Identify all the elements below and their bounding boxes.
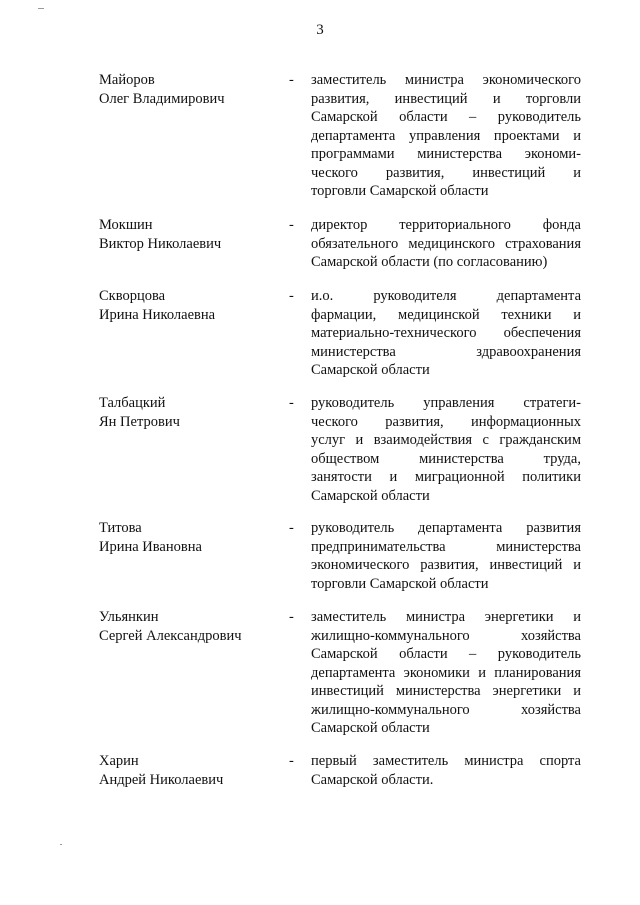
- separator-dash: -: [289, 288, 294, 304]
- position-line: услуг и взаимодействия с гражданским: [311, 432, 581, 448]
- member-position: [311, 287, 581, 380]
- position-line: инвестиций министерства энергетики и: [311, 683, 581, 699]
- member-entry: [0, 71, 640, 216]
- member-surname: Харин: [99, 753, 139, 769]
- member-name: [99, 519, 279, 556]
- position-line: жилищно-коммунального хозяйства: [311, 701, 581, 718]
- member-entry: [0, 608, 640, 752]
- separator-dash: -: [289, 520, 294, 536]
- separator-dash: -: [289, 753, 294, 769]
- scan-mark-left: [60, 844, 62, 845]
- position-line: экономического развития, инвестиций и: [311, 557, 581, 573]
- position-line: жилищно-коммунального хозяйства: [311, 627, 581, 644]
- member-surname: Майоров: [99, 72, 155, 88]
- member-list: [0, 71, 640, 792]
- member-surname: Титова: [99, 520, 142, 536]
- page-number: 3: [316, 22, 324, 38]
- position-line: департамента управления проектами и: [311, 127, 581, 144]
- position-line: Самарской области – руководитель: [311, 646, 581, 662]
- member-position: [311, 216, 581, 272]
- separator-dash: -: [289, 217, 294, 233]
- member-name: [99, 216, 279, 253]
- position-line: заместитель министра энергетики и: [311, 609, 581, 625]
- separator-dash: -: [289, 395, 294, 411]
- member-position: [311, 394, 581, 505]
- position-line: предпринимательства министерства: [311, 538, 581, 555]
- position-line: обязательного медицинского страхования: [311, 235, 581, 252]
- member-position: [311, 71, 581, 201]
- position-line: Самарской области.: [311, 771, 434, 788]
- position-line: торговли Самарской области: [311, 575, 489, 592]
- member-surname: Скворцова: [99, 288, 166, 304]
- member-name: [99, 752, 279, 789]
- position-line: занятости и миграционной политики: [311, 469, 581, 485]
- member-name: [99, 608, 279, 645]
- separator-dash: -: [289, 72, 294, 88]
- member-given-name: Сергей Александрович: [99, 627, 242, 644]
- member-position: [311, 519, 581, 593]
- position-line: материально-технического обеспечения: [311, 325, 581, 341]
- member-position: [311, 752, 581, 789]
- member-surname: Талбацкий: [99, 395, 166, 411]
- member-entry: [0, 394, 640, 519]
- member-given-name: Андрей Николаевич: [99, 771, 224, 788]
- position-line: ческого развития, информационных: [311, 413, 581, 430]
- position-line: руководитель управления стратеги-: [311, 395, 581, 411]
- member-given-name: Олег Владимирович: [99, 90, 225, 107]
- member-entry: [0, 519, 640, 608]
- member-name: [99, 71, 279, 108]
- position-line: и.о. руководителя департамента: [311, 288, 581, 304]
- position-line: ческого развития, инвестиций и: [311, 164, 581, 181]
- member-surname: Мокшин: [99, 217, 153, 233]
- scan-mark-top-left: [38, 8, 44, 9]
- separator-dash: -: [289, 609, 294, 625]
- member-name: [99, 394, 279, 431]
- position-line: Самарской области (по согласованию): [311, 254, 548, 270]
- position-line: заместитель министра экономического: [311, 72, 581, 88]
- member-entry: [0, 216, 640, 287]
- position-line: Самарской области: [311, 362, 430, 378]
- member-entry: [0, 752, 640, 792]
- position-line: программами министерства экономи-: [311, 146, 581, 162]
- member-position: [311, 608, 581, 738]
- position-line: департамента экономики и планирования: [311, 664, 581, 681]
- position-line: Самарской области – руководитель: [311, 109, 581, 125]
- member-name: [99, 287, 279, 324]
- position-line: обществом министерства труда,: [311, 450, 581, 467]
- position-line: директор территориального фонда: [311, 217, 581, 233]
- position-line: Самарской области: [311, 487, 430, 504]
- position-line: Самарской области: [311, 720, 430, 736]
- position-line: фармации, медицинской техники и: [311, 306, 581, 323]
- member-given-name: Ян Петрович: [99, 413, 180, 430]
- position-line: первый заместитель министра спорта: [311, 753, 581, 769]
- member-given-name: Виктор Николаевич: [99, 235, 222, 252]
- member-surname: Ульянкин: [99, 609, 159, 625]
- member-entry: [0, 287, 640, 394]
- member-given-name: Ирина Николаевна: [99, 306, 216, 323]
- position-line: руководитель департамента развития: [311, 520, 581, 536]
- position-line: торговли Самарской области: [311, 183, 489, 199]
- position-line: развития, инвестиций и торговли: [311, 90, 581, 107]
- position-line: министерства здравоохранения: [311, 343, 581, 360]
- member-given-name: Ирина Ивановна: [99, 538, 202, 555]
